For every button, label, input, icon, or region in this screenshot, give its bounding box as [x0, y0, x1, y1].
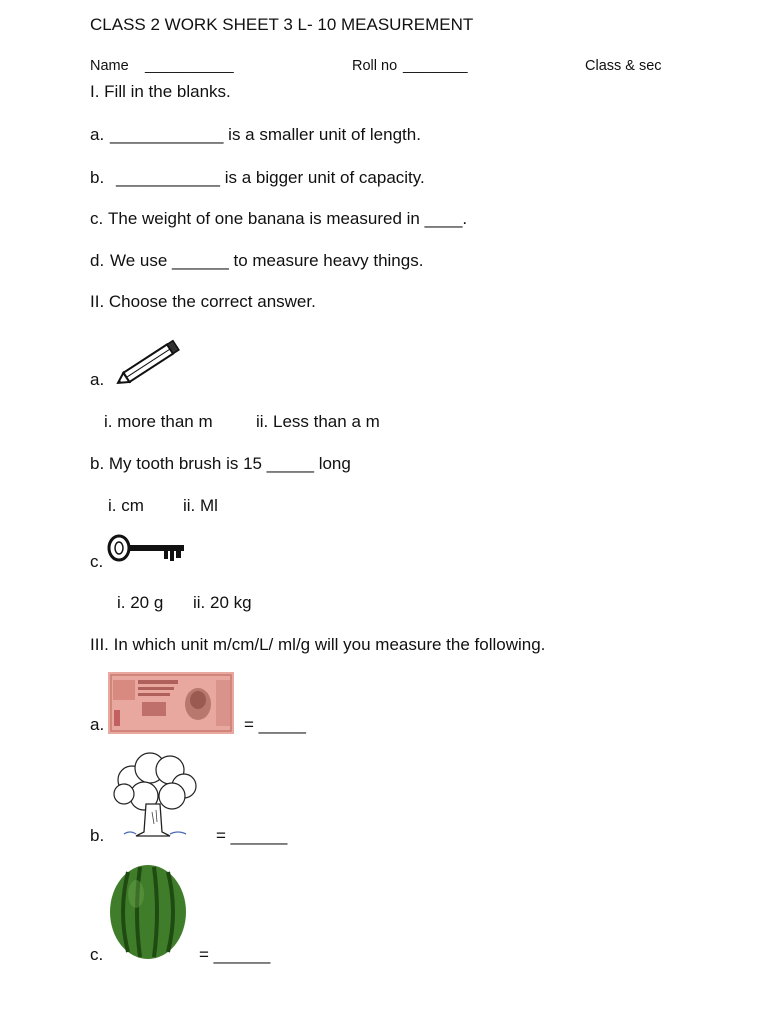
unit-b-answer[interactable]: = ______: [216, 826, 288, 845]
fill-blank-a-text: ____________ is a smaller unit of length.: [110, 125, 421, 144]
name-label: Name: [90, 58, 129, 74]
choose-b-option-1[interactable]: i. cm: [108, 496, 144, 515]
unit-c-answer[interactable]: = ______: [199, 945, 271, 964]
choose-b-option-2[interactable]: ii. Ml: [183, 496, 218, 515]
choose-c-option-1[interactable]: i. 20 g: [117, 593, 164, 612]
choose-c-letter: c.: [90, 552, 104, 571]
roll-blank[interactable]: ________: [403, 58, 468, 74]
roll-label: Roll no: [352, 58, 398, 74]
class-section-label: Class & sec: [585, 58, 662, 74]
pencil-icon: [112, 336, 190, 388]
section1-heading: I. Fill in the blanks.: [90, 82, 231, 101]
unit-a-letter: a.: [90, 715, 105, 734]
fill-blank-c-text: The weight of one banana is measured in ____.: [108, 209, 468, 228]
tree-image: [110, 752, 200, 840]
unit-c-letter: c.: [90, 945, 104, 964]
choose-a-letter: a.: [90, 370, 105, 389]
fill-blank-c-letter: c.: [90, 209, 104, 228]
worksheet-title: CLASS 2 WORK SHEET 3 L- 10 MEASUREMENT: [90, 15, 474, 34]
fill-blank-d-text: We use ______ to measure heavy things.: [110, 251, 424, 270]
choose-c-option-2[interactable]: ii. 20 kg: [193, 593, 252, 612]
choose-a-option-2[interactable]: ii. Less than a m: [256, 412, 380, 431]
unit-b-letter: b.: [90, 826, 105, 845]
banknote-image: [108, 672, 234, 734]
watermelon-image: [108, 864, 188, 960]
fill-blank-a-letter: a.: [90, 125, 105, 144]
section3-heading: III. In which unit m/cm/L/ ml/g will you measure the following.: [90, 635, 546, 654]
fill-blank-b-text: ___________ is a bigger unit of capacity.: [116, 168, 425, 187]
choose-b-text: b. My tooth brush is 15 _____ long: [90, 454, 351, 473]
unit-a-answer[interactable]: = _____: [244, 715, 306, 734]
fill-blank-b-letter: b.: [90, 168, 105, 187]
choose-a-option-1[interactable]: i. more than m: [104, 412, 213, 431]
fill-blank-d-letter: d.: [90, 251, 105, 270]
section2-heading: II. Choose the correct answer.: [90, 292, 316, 311]
name-blank[interactable]: ___________: [145, 58, 234, 74]
key-icon: [106, 533, 186, 565]
